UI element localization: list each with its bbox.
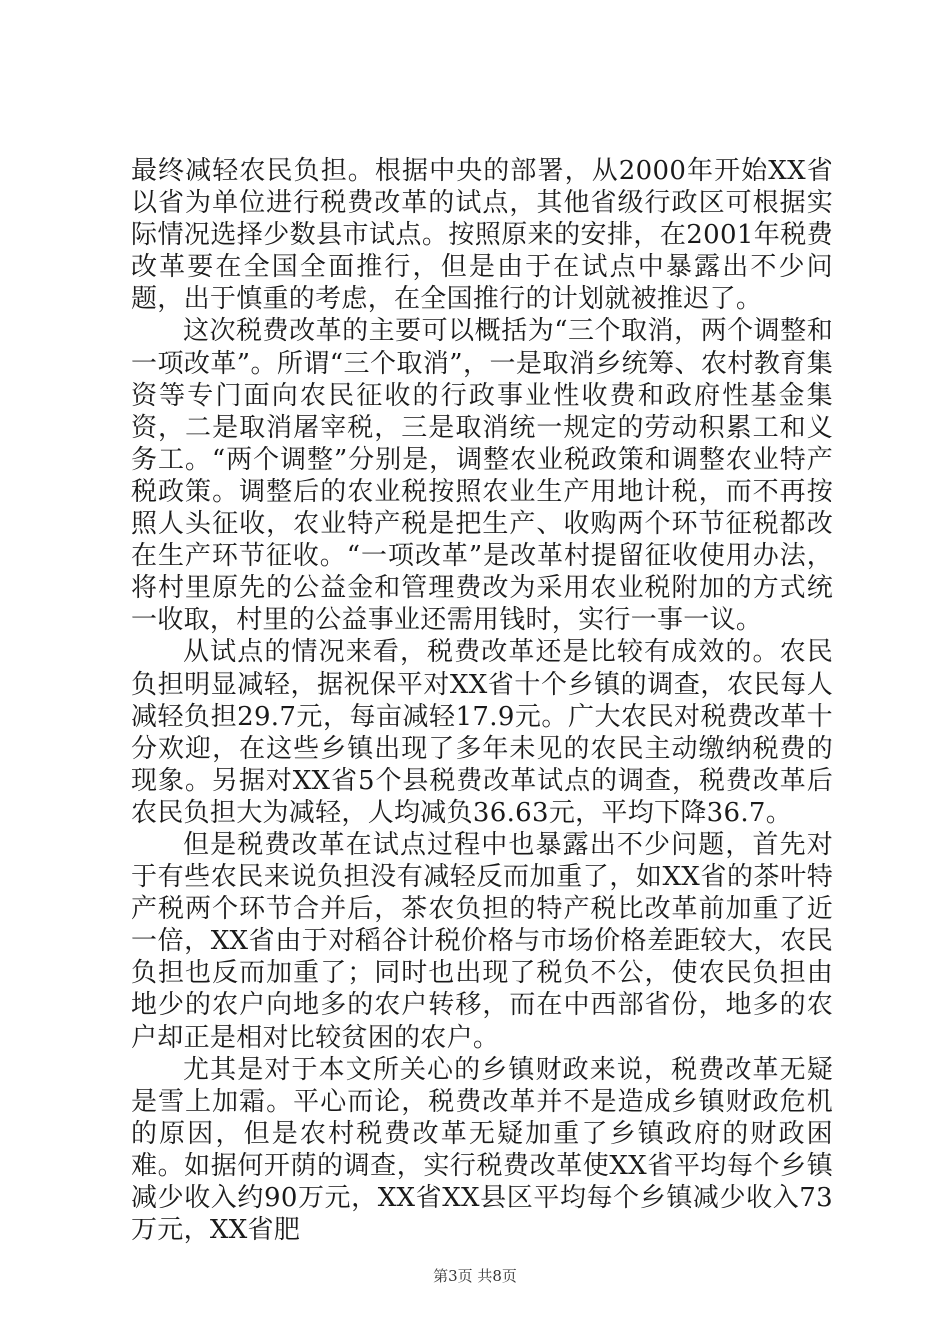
paragraph-2: 这次税费改革的主要可以概括为“三个取消，两个调整和一项改革”。所谓“三个取消”，一是取消乡统筹、农村教育集资等专门面向农民征收的行政事业性收费和政府性基金集资，二是取消屠宰税，三是取消统一规定的劳动积累工和义务工。“两个调整”分别是，调整农业税政策和调整农业特产税政策。调整后的农业税按照农业生产用地计税，而不再按照人头征收，农业特产税是把生产、收购两个环节征税都改在生产环节征收。“一项改革”是改革村提留征收使用办法，将村里原先的公益金和管理费改为采用农业税附加的方式统一收取，村里的公益事业还需用钱时，实行一事一议。 (131, 316, 833, 636)
page-number-label: 第3页 共8页 (433, 1267, 517, 1285)
paragraph-3: 从试点的情况来看，税费改革还是比较有成效的。农民负担明显减轻，据祝保平对XX省十个乡镇的调查，农民每人减轻负担29.7元，每亩减轻17.9元。广大农民对税费改革十分欢迎，在这些乡镇出现了多年未见的农民主动缴纳税费的现象。另据对XX省5个县税费改革试点的调查，税费改革后农民负担大为减轻，人均减负36.63元，平均下降36.7。 (131, 637, 833, 828)
paragraph-4: 但是税费改革在试点过程中也暴露出不少问题，首先对于有些农民来说负担没有减轻反而加重了，如XX省的茶叶特产税两个环节合并后，茶农负担的特产税比改革前加重了近一倍，XX省由于对稻谷计税价格与市场价格差距较大，农民负担也反而加重了；同时也出现了税负不公，使农民负担由地少的农户向地多的农户转移，而在中西部省份，地多的农户却正是相对比较贫困的农户。 (131, 829, 833, 1053)
page-footer (0, 1265, 950, 1286)
document-body (131, 155, 833, 1246)
paragraph-5: 尤其是对于本文所关心的乡镇财政来说，税费改革无疑是雪上加霜。平心而论，税费改革并不是造成乡镇财政危机的原因，但是农村税费改革无疑加重了乡镇政府的财政困难。如据何开荫的调查，实行税费改革使XX省平均每个乡镇减少收入约90万元，XX省XX县区平均每个乡镇减少收入73万元，XX省肥 (131, 1054, 833, 1246)
paragraph-1: 最终减轻农民负担。根据中央的部署，从2000年开始XX省以省为单位进行税费改革的试点，其他省级行政区可根据实际情况选择少数县市试点。按照原来的安排，在2001年税费改革要在全国全面推行，但是由于在试点中暴露出不少问题，出于慎重的考虑，在全国推行的计划就被推迟了。 (131, 156, 833, 315)
